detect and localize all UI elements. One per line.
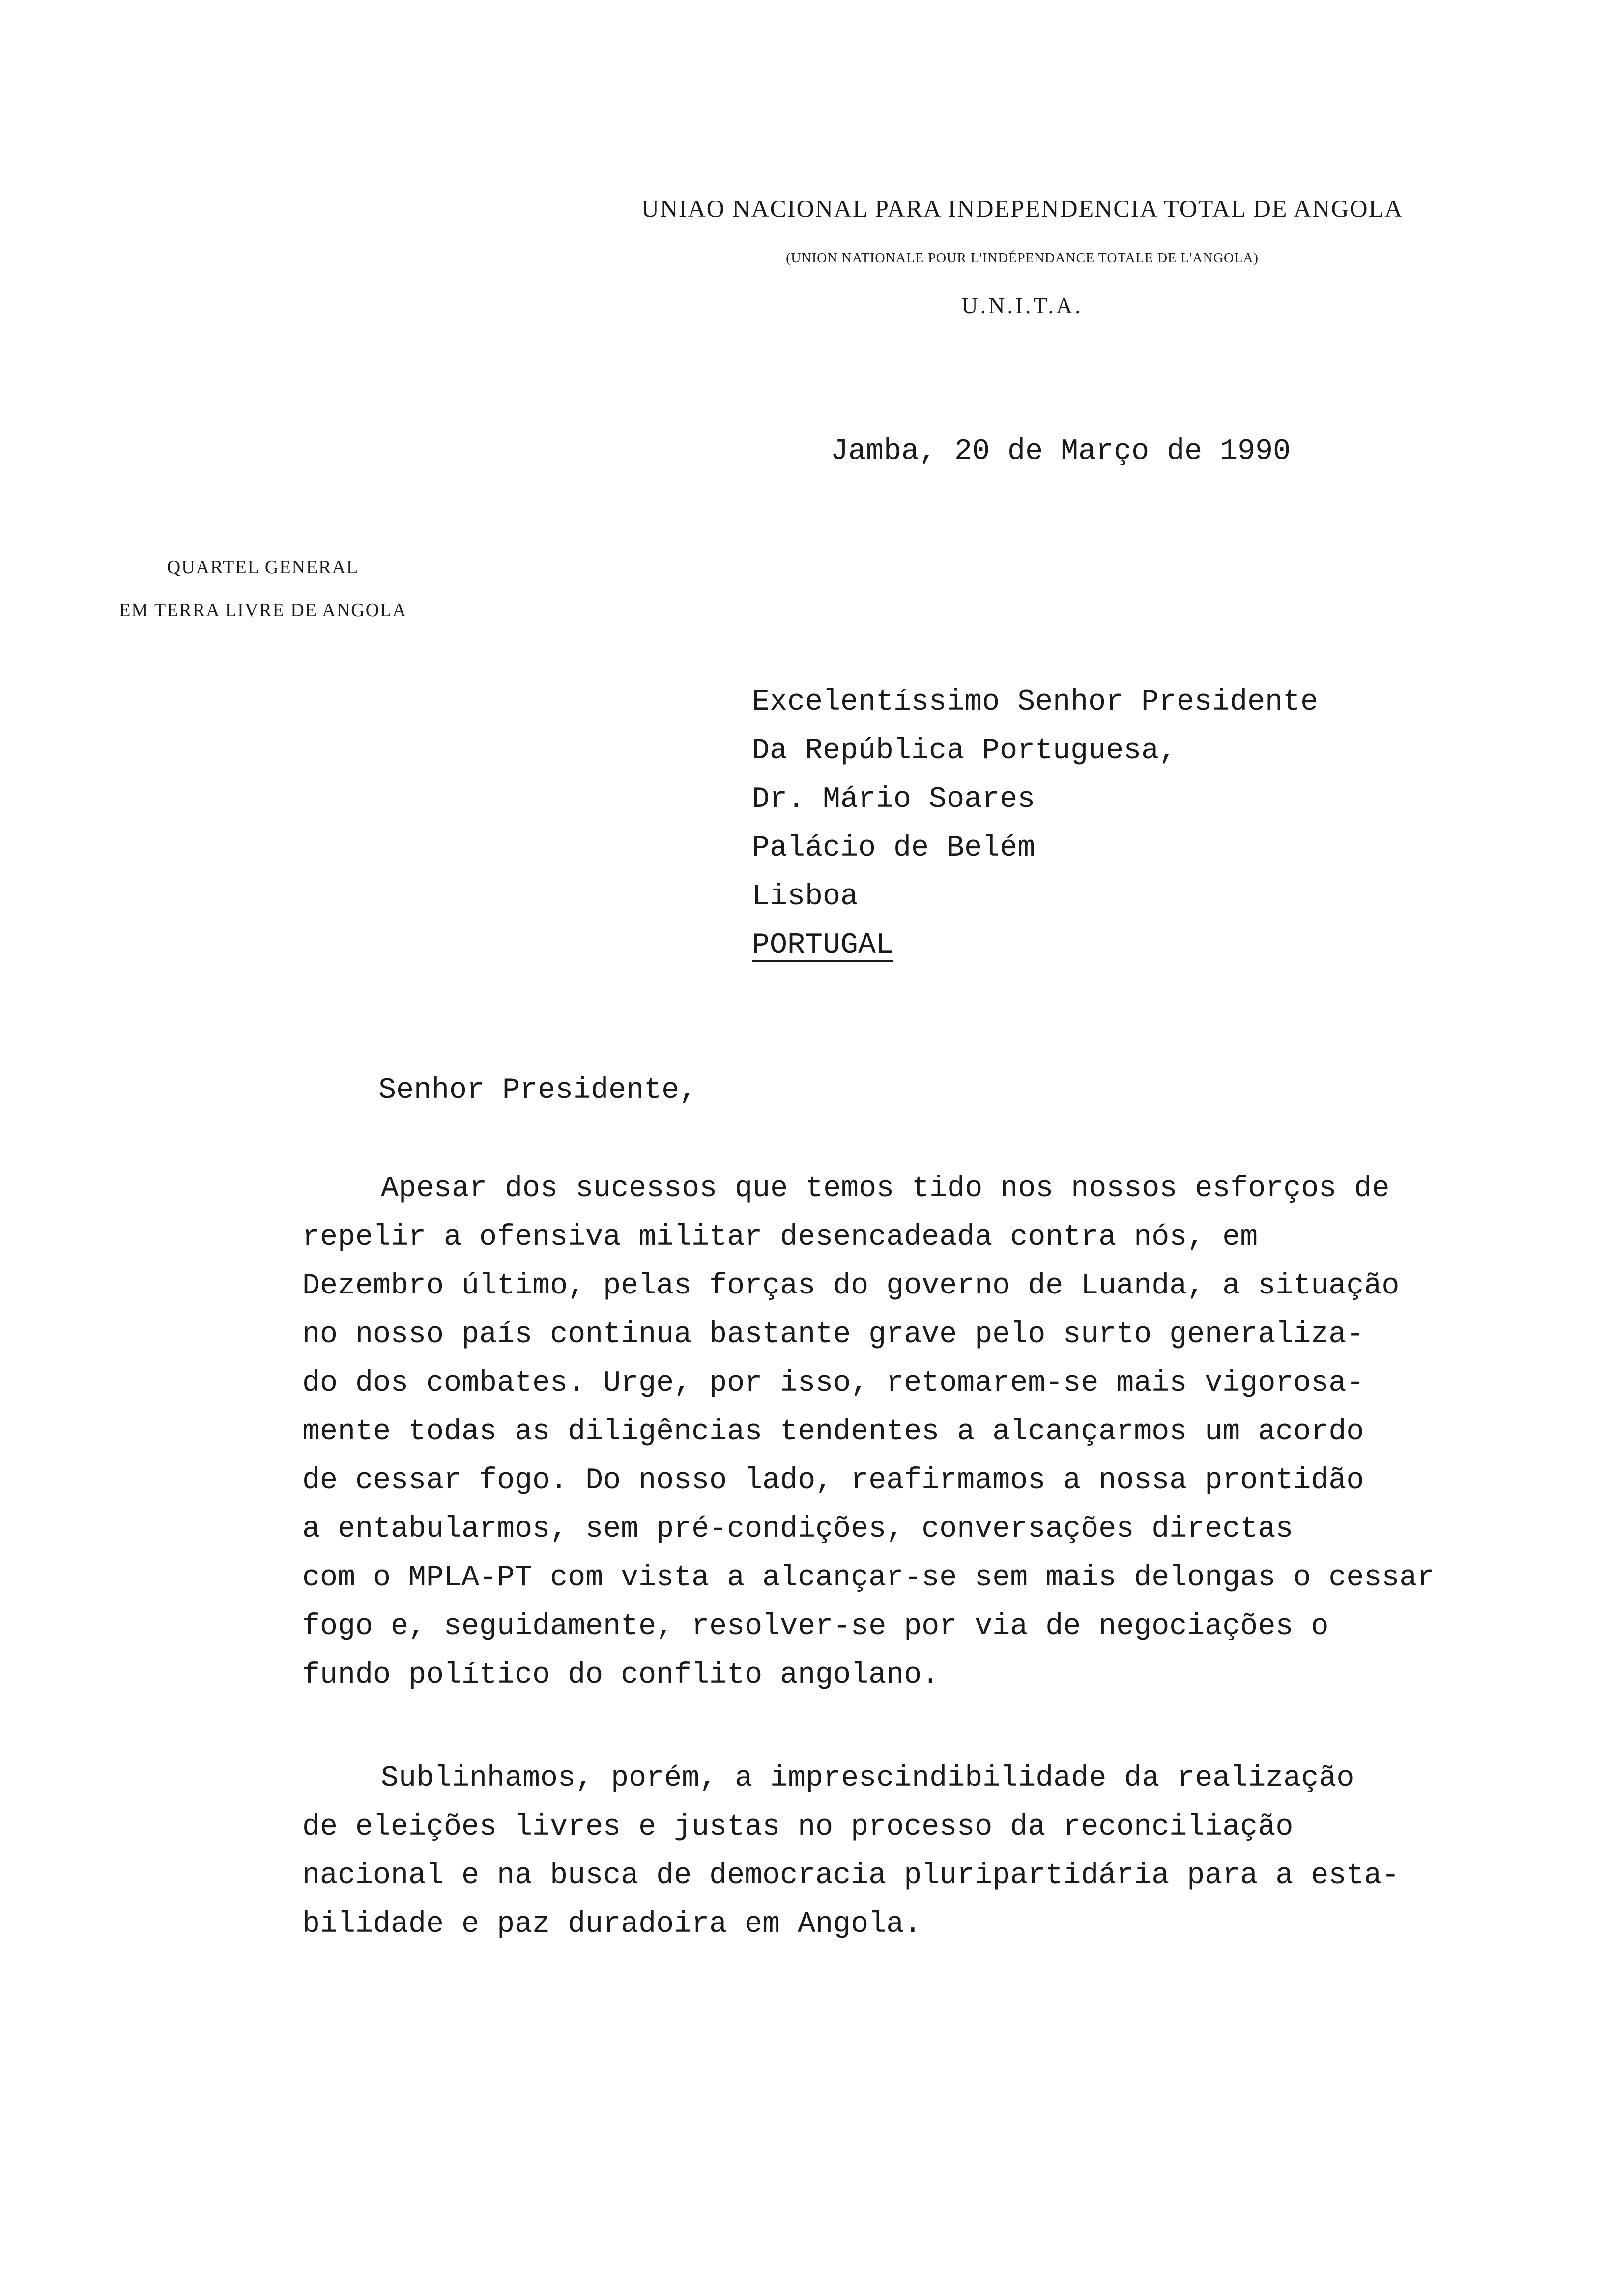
paragraph-line: bilidade e paz duradoira em Angola. (302, 1908, 922, 1941)
paragraph-line: no nosso país continua bastante grave pelo surto generaliza- (302, 1318, 1364, 1351)
salutation: Senhor Presidente, (378, 1074, 697, 1107)
paragraph-line: a entabularmos, sem pré-condições, conversações directas (302, 1513, 1294, 1546)
headquarters-line: QUARTEL GENERAL (167, 557, 359, 577)
letterhead-title: UNIAO NACIONAL PARA INDEPENDENCIA TOTAL DE ANGOLA (641, 195, 1404, 222)
recipient-address (752, 678, 1318, 970)
paragraph-line: Sublinhamos, porém, a imprescindibilidade da realização (381, 1762, 1354, 1795)
letterhead-acronym: U.N.I.T.A. (961, 293, 1083, 318)
paragraph-line: de cessar fogo. Do nosso lado, reafirmamos a nossa prontidão (302, 1464, 1364, 1497)
paragraph-line: Dezembro último, pelas forças do governo de Luanda, a situação (302, 1269, 1400, 1303)
letter-date: Jamba, 20 de Março de 1990 (831, 435, 1291, 468)
paragraph-line: do dos combates. Urge, por isso, retomarem-se mais vigorosa- (302, 1367, 1364, 1400)
paragraph-line: de eleições livres e justas no processo da reconciliação (302, 1810, 1294, 1844)
paragraph-line: com o MPLA-PT com vista a alcançar-se sem mais delongas o cessar (302, 1561, 1435, 1595)
paragraph-line: nacional e na busca de democracia pluripartidária para a esta- (302, 1859, 1400, 1893)
headquarters-block (91, 545, 435, 632)
paragraph-2 (302, 1754, 1555, 1949)
paragraph-line: Apesar dos sucessos que temos tido nos nossos esforços de (381, 1172, 1390, 1205)
paragraph-1 (302, 1165, 1555, 1700)
recipient-line: Lisboa (752, 880, 859, 914)
recipient-line: Dr. Mário Soares (752, 783, 1036, 816)
paragraph-line: mente todas as diligências tendentes a alcançarmos um acordo (302, 1415, 1364, 1449)
paragraph-line: fundo político do conflito angolano. (302, 1659, 940, 1692)
recipient-country: PORTUGAL (752, 929, 894, 962)
recipient-line: Excelentíssimo Senhor Presidente (752, 686, 1319, 719)
recipient-line: Da República Portuguesa, (752, 734, 1177, 768)
paragraph-line: fogo e, seguidamente, resolver-se por via de negociações o (302, 1610, 1329, 1643)
paragraph-line: repelir a ofensiva militar desencadeada contra nós, em (302, 1221, 1258, 1254)
headquarters-line: EM TERRA LIVRE DE ANGOLA (119, 600, 407, 621)
recipient-line: Palácio de Belém (752, 832, 1036, 865)
letterhead-subtitle: (UNION NATIONALE POUR L'INDÉPENDANCE TOTALE DE L'ANGOLA) (786, 251, 1259, 266)
